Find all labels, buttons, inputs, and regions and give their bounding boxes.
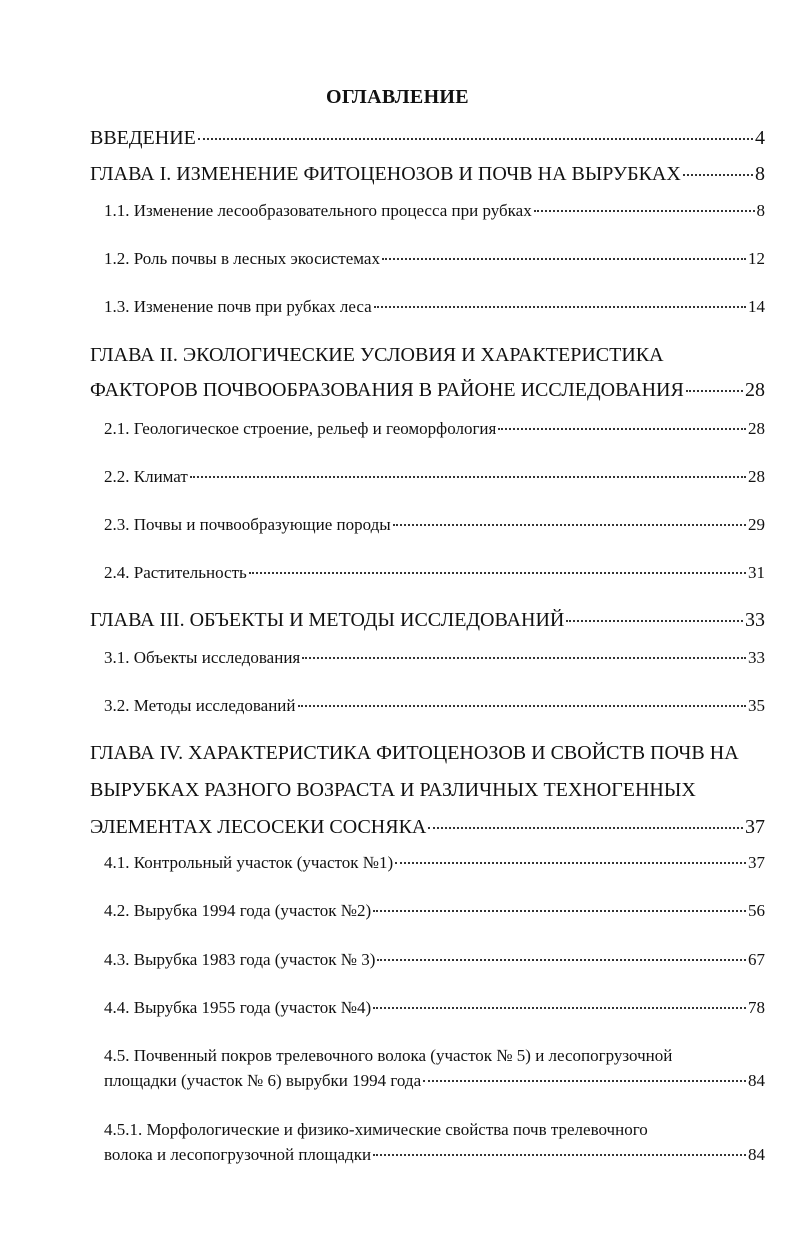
toc-page-number: 8 (756, 201, 765, 220)
dot-leader (423, 1080, 746, 1082)
toc-entry-section-4-5[interactable] (104, 1072, 765, 1089)
toc-entry-introduction[interactable] (90, 128, 765, 148)
dot-leader (373, 910, 746, 912)
toc-entry-section-1-2[interactable] (104, 250, 765, 267)
toc-entry-chapter-4[interactable] (90, 817, 765, 837)
toc-entry-text: ЭЛЕМЕНТАХ ЛЕСОСЕКИ СОСНЯКА (90, 816, 427, 838)
toc-entry-text: волока и лесопогрузочной площадки (104, 1145, 372, 1164)
toc-entry-section-3-1[interactable] (104, 649, 765, 666)
dot-leader (382, 258, 746, 260)
toc-page-number: 12 (748, 249, 765, 268)
toc-page-number: 35 (748, 696, 765, 715)
toc-entry-section-2-2[interactable] (104, 468, 765, 485)
dot-leader (534, 210, 755, 212)
toc-page-number: 28 (748, 467, 765, 486)
toc-page-number: 8 (755, 163, 765, 185)
toc-page-number: 28 (745, 379, 765, 401)
toc-entry-section-4-5-1-line1[interactable]: 4.5.1. Морфологические и физико-химические свойства почв трелевочного (104, 1120, 648, 1139)
toc-entry-section-4-3[interactable] (104, 951, 765, 968)
toc-page-number: 84 (748, 1145, 765, 1164)
toc-page-number: 67 (748, 950, 765, 969)
toc-page-number: 37 (748, 853, 765, 872)
toc-page-number: 33 (745, 609, 765, 631)
toc-entry-chapter-2-line1[interactable]: ГЛАВА II. ЭКОЛОГИЧЕСКИЕ УСЛОВИЯ И ХАРАКТЕРИСТИКА (90, 344, 664, 366)
toc-entry-section-4-4[interactable] (104, 999, 765, 1016)
toc-entry-text: 4.3. Вырубка 1983 года (участок № 3) (104, 950, 376, 969)
toc-entry-text: ГЛАВА III. ОБЪЕКТЫ И МЕТОДЫ ИССЛЕДОВАНИЙ (90, 609, 565, 631)
toc-page-number: 78 (748, 998, 765, 1017)
toc-entry-section-2-4[interactable] (104, 564, 765, 581)
dot-leader (566, 620, 743, 622)
dot-leader (249, 572, 746, 574)
toc-entry-text: 1.2. Роль почвы в лесных экосистемах (104, 249, 380, 268)
toc-entry-text: 4.2. Вырубка 1994 года (участок №2) (104, 901, 372, 920)
toc-entry-text: 2.4. Растительность (104, 563, 247, 582)
toc-page-number: 56 (748, 901, 765, 920)
toc-entry-section-4-5-1[interactable] (104, 1146, 765, 1163)
toc-page-number: 28 (748, 419, 765, 438)
toc-entry-section-1-3[interactable] (104, 298, 765, 315)
toc-entry-text: ГЛАВА I. ИЗМЕНЕНИЕ ФИТОЦЕНОЗОВ И ПОЧВ НА ВЫРУБКАХ (90, 163, 681, 185)
dot-leader (377, 959, 746, 961)
toc-entry-text: 1.1. Изменение лесообразовательного процесса при рубках (104, 201, 532, 220)
dot-leader (393, 524, 746, 526)
toc-entry-text: ВВЕДЕНИЕ (90, 127, 196, 149)
toc-entry-chapter-3[interactable] (90, 610, 765, 630)
toc-entry-text: 3.1. Объекты исследования (104, 648, 301, 667)
toc-entry-section-4-5-line1[interactable]: 4.5. Почвенный покров трелевочного волока (участок № 5) и лесопогрузочной (104, 1046, 673, 1065)
toc-entry-text: 4.1. Контрольный участок (участок №1) (104, 853, 394, 872)
toc-entry-chapter-4-line2[interactable]: ВЫРУБКАХ РАЗНОГО ВОЗРАСТА И РАЗЛИЧНЫХ ТЕХНОГЕННЫХ (90, 779, 696, 801)
toc-entry-chapter-2[interactable] (90, 380, 765, 400)
toc-page-number: 37 (745, 816, 765, 838)
toc-entry-text: 3.2. Методы исследований (104, 696, 296, 715)
toc-entry-text: 4.4. Вырубка 1955 года (участок №4) (104, 998, 372, 1017)
toc-page-number: 33 (748, 648, 765, 667)
toc-entry-section-2-3[interactable] (104, 516, 765, 533)
dot-leader (428, 827, 743, 829)
dot-leader (395, 862, 746, 864)
toc-entry-section-4-1[interactable] (104, 854, 765, 871)
toc-entry-text: 1.3. Изменение почв при рубках леса (104, 297, 372, 316)
dot-leader (498, 428, 746, 430)
dot-leader (686, 390, 743, 392)
page-title: ОГЛАВЛЕНИЕ (326, 86, 469, 108)
dot-leader (373, 1154, 746, 1156)
toc-entry-section-1-1[interactable] (104, 202, 765, 219)
toc-page-number: 29 (748, 515, 765, 534)
dot-leader (302, 657, 746, 659)
dot-leader (374, 306, 746, 308)
toc-entry-chapter-1[interactable] (90, 164, 765, 184)
toc-entry-section-2-1[interactable] (104, 420, 765, 437)
toc-entry-text: 2.3. Почвы и почвообразующие породы (104, 515, 391, 534)
toc-page-number: 4 (755, 127, 765, 149)
dot-leader (190, 476, 746, 478)
toc-page-number: 31 (748, 563, 765, 582)
dot-leader (198, 138, 753, 140)
toc-entry-text: 2.2. Климат (104, 467, 188, 486)
toc-entry-text: 2.1. Геологическое строение, рельеф и геоморфология (104, 419, 497, 438)
toc-entry-section-3-2[interactable] (104, 697, 765, 714)
dot-leader (298, 705, 746, 707)
toc-entry-section-4-2[interactable] (104, 902, 765, 919)
toc-entry-text: площадки (участок № 6) вырубки 1994 года (104, 1071, 422, 1090)
dot-leader (683, 174, 753, 176)
toc-page-number: 84 (748, 1071, 765, 1090)
toc-page-number: 14 (748, 297, 765, 316)
toc-entry-text: ФАКТОРОВ ПОЧВООБРАЗОВАНИЯ В РАЙОНЕ ИССЛЕДОВАНИЯ (90, 379, 684, 401)
dot-leader (373, 1007, 746, 1009)
toc-entry-chapter-4-line1[interactable]: ГЛАВА IV. ХАРАКТЕРИСТИКА ФИТОЦЕНОЗОВ И СВОЙСТВ ПОЧВ НА (90, 742, 739, 764)
